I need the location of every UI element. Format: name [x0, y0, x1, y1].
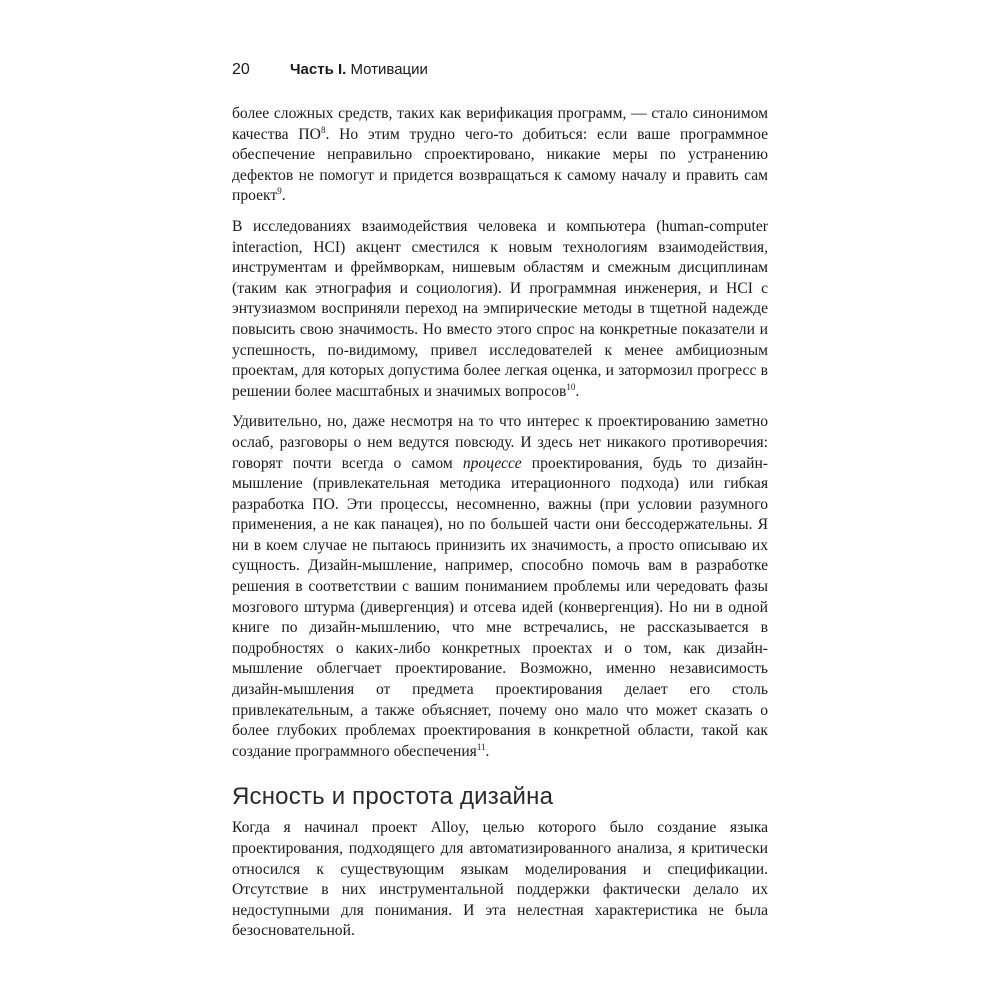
book-page	[232, 58, 768, 940]
paragraph-3	[232, 412, 768, 762]
paragraph-1	[232, 104, 768, 207]
footnote-ref-11[interactable]: 11	[476, 741, 486, 752]
footnote-ref-9[interactable]: 9	[277, 186, 282, 197]
paragraph-2-text-a: В исследованиях взаимодействия человека и компьютера (human-computer interaction, HCI) акцент сместился к новым технологиям взаимодействия, инструментам и фреймворкам, нишевым областям и смежным дисциплинам (таким как этнография и социология). И программная инженерия, и HCI с энтузиазмом восприняли переход на эмпирические методы в тщетной надежде повысить свою значимость. Но вместо этого спрос на конкретные показатели и успешность, по-видимому, привел исследователей к менее амбициозным проектам, для которых допустима более легкая оценка, и затормозил прогресс в решении более масштабных и значимых вопросов	[232, 217, 768, 400]
paragraph-3-text-a: Удивительно, но, даже несмотря на то что интерес к проектированию заметно ослаб, разговоры о нем ведутся повсюду. И здесь нет никакого противоречия: говорят почти всегда о самом	[232, 413, 768, 472]
paragraph-4: Когда я начинал проект Alloy, целью которого было создание языка проектирования, подходящего для автоматизированного анализа, я критически относился к существующим языкам моделирования и спецификации. Отсутствие в них инструментальной поддержки фактически делало их недоступными для понимания. И эта нелестная характеристика не была безосновательной.	[232, 819, 768, 940]
paragraph-1-text-c: .	[281, 187, 286, 205]
page-number: 20	[232, 61, 250, 78]
paragraph-3-text-c: .	[485, 742, 490, 760]
section-heading: Ясность и простота дизайна	[232, 783, 554, 811]
paragraph-2-text-b: .	[575, 382, 580, 400]
running-head	[232, 58, 768, 82]
footnote-ref-10[interactable]: 10	[566, 381, 576, 392]
paragraph-1-text-a: более сложных средств, таких как верификация программ, — стало синонимом качества ПО	[232, 105, 768, 143]
paragraph-1-text-b: . Но этим трудно чего-то добиться: если ваше программное обеспечение неправильно спроектировано, никакие меры по устранению дефектов не помогут и придется возвращаться к самому началу и править сам проект	[232, 125, 768, 205]
part-label: Часть I.	[290, 61, 347, 78]
body-text	[232, 104, 768, 952]
paragraph-3-text-b: проектирования, будь то дизайн-мышление (привлекательная методика итерационного подхода) или гибкая разработка ПО. Эти процессы, несомненно, важны (при условии разумного применения, а не как панацея), но по большей части они бессодержательны. Я ни в коем случае не пытаюсь принизить их значимость, а просто описываю их сущность. Дизайн-мышление, например, способно помочь вам в разработке решения в соответствии с вашим пониманием проблемы или чередовать фазы мозгового штурма (дивергенция) и отсева идей (конвергенция). Но ни в одной книге по дизайн-мышлению, что мне встречались, не рассказывается в подробностях о каких-либо конкретных проектах и о том, как дизайн-мышление облегчает проектирование. Возможно, именно независимость дизайн-мышления от предмета проектирования делает его столь привлекательным, а также объясняет, почему оно мало что может сказать о более глубоких проблемах проектирования в конкретной области, такой как создание программного обеспечения	[232, 454, 768, 760]
emphasis-process: процессе	[462, 454, 522, 472]
part-title: Мотивации	[350, 61, 428, 78]
footnote-ref-8[interactable]: 8	[320, 124, 326, 135]
paragraph-2	[232, 217, 768, 402]
